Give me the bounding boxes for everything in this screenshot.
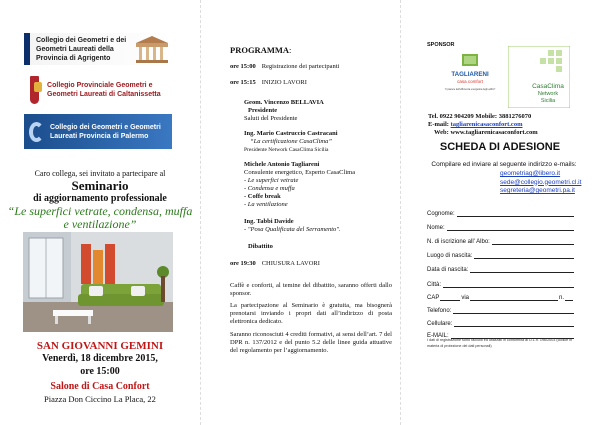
field-label: Luogo di nascita: xyxy=(427,253,473,259)
seminar-subheading: di aggiornamento professionale xyxy=(33,193,167,204)
albo-number-field[interactable] xyxy=(427,236,574,245)
event-place: SAN GIOVANNI GEMINI xyxy=(36,340,164,352)
schedule-time: ore 15:15 xyxy=(230,79,256,86)
speaker-role: Presidente Network CasaClima Sicilia xyxy=(244,147,329,153)
speaker-topic: - Coffe break xyxy=(244,193,281,200)
number-label: n. xyxy=(558,295,564,301)
email-label: E-mail: xyxy=(428,121,449,128)
invite-line: Caro collega, sei invitato a partecipare al xyxy=(34,169,166,178)
form-title: SCHEDA DI ADESIONE xyxy=(439,141,561,153)
schedule-time: ore 15:00 xyxy=(230,63,256,70)
field-label: Telefono: xyxy=(427,308,452,314)
schedule-text: INIZIO LAVORI xyxy=(261,79,307,86)
schedule-item xyxy=(230,63,339,71)
form-instructions: Compilare ed inviare al seguente indirizzo e-mails: xyxy=(431,161,577,168)
nome-field[interactable] xyxy=(427,222,574,231)
birthplace-field[interactable] xyxy=(427,250,574,259)
sponsor-label: SPONSOR xyxy=(427,42,455,48)
tagliareni-logo xyxy=(442,54,498,98)
cellulare-field[interactable] xyxy=(427,318,574,327)
sponsor-web-link[interactable]: www.tagliarenicasaconfort.com xyxy=(450,129,538,136)
cap-label: CAP xyxy=(427,295,440,301)
field-label: Nome: xyxy=(427,225,445,231)
agrigento-logo-text: Collegio dei Geometri e dei Geometri Laureati della Provincia di Agrigento xyxy=(36,36,127,62)
speaker-name: Michele Antonio Tagliareni xyxy=(244,161,320,168)
casaclima-network-logo xyxy=(508,46,570,108)
cap-input[interactable] xyxy=(440,294,460,301)
speaker-topic: - Condensa e muffa xyxy=(244,185,295,192)
speaker-talk: - "Posa Qualificata del Serramento". xyxy=(244,226,341,233)
crest-icon xyxy=(30,76,39,104)
number-input[interactable] xyxy=(565,294,573,301)
birthdate-field[interactable] xyxy=(427,264,574,273)
speaker-block-castracani xyxy=(244,130,394,154)
speaker-role: Presidente xyxy=(248,107,278,114)
field-label: Cognome: xyxy=(427,211,455,217)
telefono-field[interactable] xyxy=(427,305,574,314)
schedule-item xyxy=(230,260,320,268)
cognome-field[interactable] xyxy=(427,208,574,217)
speaker-note: Saluti del Presidente xyxy=(244,115,298,122)
seminar-title: “Le superfici vetrate, condensa, muffa e ventilazione” xyxy=(7,204,193,231)
web-label: Web: xyxy=(434,129,449,136)
refreshment-note: Caffè e conforti, al temine del dibattito, saranno offerti dallo sponsor. xyxy=(230,282,392,297)
speaker-block-tagliareni xyxy=(244,161,394,209)
temple-icon xyxy=(134,35,170,63)
email-caltanissetta[interactable]: sede@collegio.geometri.cl.it xyxy=(500,178,582,186)
collegio-c-icon xyxy=(29,122,44,142)
sponsor-web-line xyxy=(434,129,538,136)
via-input[interactable] xyxy=(470,294,558,301)
speaker-role: Consulente energetico, Esperto CasaClima xyxy=(244,169,356,176)
field-label: Città: xyxy=(427,282,442,288)
field-label: E-MAIL: xyxy=(427,333,449,339)
speaker-name: Ing. Tabbi Davide xyxy=(244,218,294,225)
tagliareni-logo-sub: casa comfort xyxy=(457,79,483,84)
city-field[interactable] xyxy=(427,279,574,288)
program-title: PROGRAMMA : xyxy=(230,46,291,54)
privacy-notice: I dati di registrazione sono raccolti ed utilizzati in conformità al D.L.n. 196/2003 (codice in materia di protezione dei dati personali) xyxy=(427,338,573,348)
palermo-collegio-logo xyxy=(24,114,172,149)
casaclima-logo-name: CasaClima xyxy=(532,83,564,90)
schedule-item xyxy=(230,79,307,87)
speaker-topic: - La ventilazione xyxy=(244,201,288,208)
speaker-talk: “La certificazione CasaClima” xyxy=(250,138,332,145)
credits-note: Saranno riconosciuti 4 crediti formativi, ai sensi dell’art. 7 del DPR n. 137/2012 e del punto 5.2 delle linee guida attuative del regolamento per l’aggiornamento. xyxy=(230,331,392,354)
living-room-photo xyxy=(23,232,173,332)
speaker-name: Ing. Mario Castruccio Castracani xyxy=(244,130,338,137)
tagliareni-logo-name: TAGLIARENI xyxy=(451,71,489,78)
speaker-block-tabbi xyxy=(244,218,394,234)
event-date: Venerdì, 18 dicembre 2015, xyxy=(42,353,158,364)
sponsor-phone: Tel. 0922 904209 Mobile: 3881276070 xyxy=(428,113,532,120)
front-panel xyxy=(0,0,200,425)
caltanissetta-logo-text: Collegio Provinciale Geometri e Geometri Laureati di Caltanissetta xyxy=(47,81,161,98)
schedule-text: CHIUSURA LAVORI xyxy=(261,260,320,267)
speaker-name: Geom. Vincenzo BELLAVIA xyxy=(244,99,324,106)
agrigento-collegio-logo xyxy=(24,33,172,65)
email-agrigento[interactable]: geometriag@libero.it xyxy=(500,170,561,177)
debate-label: Dibattito xyxy=(248,243,273,250)
schedule-time: ore 19:30 xyxy=(230,260,256,267)
palermo-logo-text: Collegio dei Geometri e Geometri Laureati Provincia di Palermo xyxy=(49,123,161,140)
registration-panel xyxy=(400,0,600,425)
address-field[interactable] xyxy=(427,292,574,301)
speaker-topic: - Le superfici vetrate xyxy=(244,177,299,184)
caltanissetta-collegio-logo xyxy=(24,72,172,107)
field-label: Data di nascita: xyxy=(427,267,469,273)
submission-email-list xyxy=(500,170,581,196)
program-panel xyxy=(200,0,400,425)
tagliareni-logo-tagline: “Il piacere dell'efficienza energetica degli edifici” xyxy=(444,88,496,91)
event-time: ore 15:00 xyxy=(80,366,120,377)
registration-note: La partecipazione al Seminario è gratuita, ma bisognerà prenotarsi inviando i propri dati all’indirizzo di posta elettronica dedicato. xyxy=(230,302,392,325)
event-venue: Salone di Casa Confort xyxy=(50,381,150,392)
sponsor-email-line xyxy=(428,121,522,128)
email-palermo[interactable]: segreteria@geometri.pa.it xyxy=(500,187,575,194)
field-label: N. di iscrizione all' Albo: xyxy=(427,239,490,245)
casaclima-logo-network: Network xyxy=(537,91,559,97)
field-label: Cellulare: xyxy=(427,321,453,327)
sponsor-email-link[interactable]: tagliarenicasaconfort.com xyxy=(450,121,523,128)
speaker-block-bellavia xyxy=(244,99,394,123)
casaclima-logo-region: Sicilia xyxy=(540,98,556,104)
via-label: via xyxy=(461,295,470,301)
seminar-heading: Seminario xyxy=(71,178,129,193)
event-address: Piazza Don Ciccino La Placa, 22 xyxy=(44,394,156,404)
schedule-text: Registrazione dei partecipanti xyxy=(261,63,340,70)
